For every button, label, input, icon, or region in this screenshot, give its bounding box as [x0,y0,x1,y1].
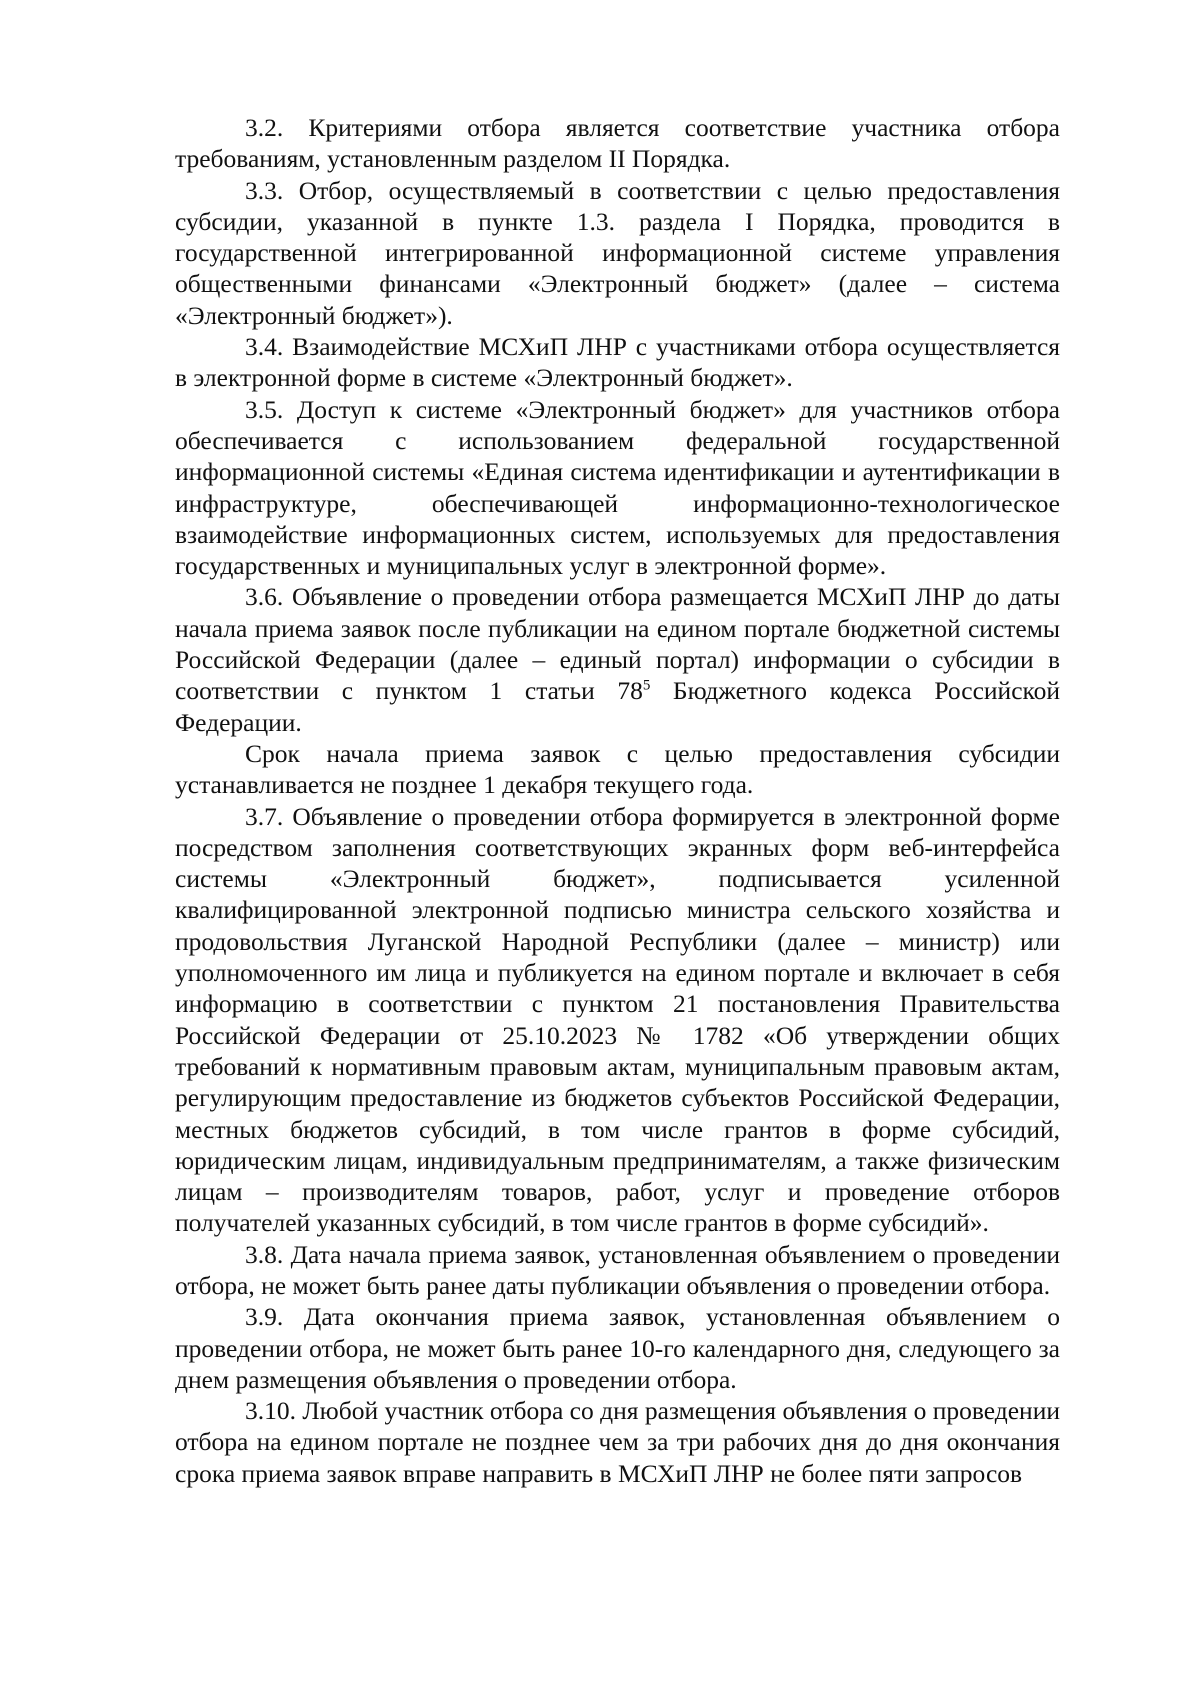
paragraph-3-9: 3.9. Дата окончания приема заявок, установленная объявлением о проведении отбора, не может быть ранее 10-го календарного дня, следующего за днем размещения объявления о проведении отбора. [175,1302,1060,1394]
paragraph-3-6-text: 3.6. Объявление о проведении отбора размещается МСХиП ЛНР до даты начала приема заявок после публикации на едином портале бюджетной системы Российской Федерации (далее – единый портал) информации о субсидии в соответствии с пунктом 1 статьи 78 [175,582,1060,706]
article-superscript: 5 [642,677,651,694]
paragraph-3-6-term: Срок начала приема заявок с целью предоставления субсидии устанавливается не позднее 1 декабря текущего года. [175,738,1060,800]
paragraph-3-7: 3.7. Объявление о проведении отбора формируется в электронной форме посредством заполнения соответствующих экранных форм веб-интерфейса системы «Электронный бюджет», подписывается усиленной квалифицированной электронной подписью министра сельского хозяйства и продовольствия Луганской Народной Республики (далее – министр) или уполномоченного им лица и публикуется на едином портале и включает в себя информацию в соответствии с пунктом 21 постановления Правительства Российской Федерации от 25.10.2023 № 1782 «Об утверждении общих требований к нормативным правовым актам, муниципальным правовым актам, регулирующим предоставление из бюджетов субъектов Российской Федерации, местных бюджетов субсидий, в том числе грантов в форме субсидий, юридическим лицам, индивидуальным предпринимателям, а также физическим лицам – производителям товаров, работ, услуг и проведение отборов получателей указанных субсидий, в том числе грантов в форме субсидий». [175,801,1060,1238]
paragraph-3-6 [175,581,1060,737]
paragraph-3-5: 3.5. Доступ к системе «Электронный бюджет» для участников отбора обеспечивается с использованием федеральной государственной информационной системы «Единая система идентификации и аутентификации в инфраструктуре, обеспечивающей информационно-технологическое взаимодействие информационных систем, используемых для предоставления государственных и муниципальных услуг в электронной форме». [175,394,1060,581]
paragraph-3-10: 3.10. Любой участник отбора со дня размещения объявления о проведении отбора на едином портале не позднее чем за три рабочих дня до дня окончания срока приема заявок вправе направить в МСХиП ЛНР не более пяти запросов [175,1396,1060,1488]
paragraph-3-4: 3.4. Взаимодействие МСХиП ЛНР с участниками отбора осуществляется в электронной форме в системе «Электронный бюджет». [175,332,1060,393]
paragraph-3-2: 3.2. Критериями отбора является соответствие участника отбора требованиям, установленным разделом II Порядка. [175,113,1060,174]
document-page [175,112,1060,1489]
paragraph-3-6-text-end: Бюджетного кодекса Российской Федерации. [175,676,1060,737]
paragraph-3-8: 3.8. Дата начала приема заявок, установленная объявлением о проведении отбора, не может быть ранее даты публикации объявления о проведении отбора. [175,1239,1060,1300]
paragraph-3-3: 3.3. Отбор, осуществляемый в соответствии с целью предоставления субсидии, указанной в пункте 1.3. раздела I Порядка, проводится в государственной интегрированной информационной системе управления общественными финансами «Электронный бюджет» (далее – система «Электронный бюджет»). [175,175,1060,330]
